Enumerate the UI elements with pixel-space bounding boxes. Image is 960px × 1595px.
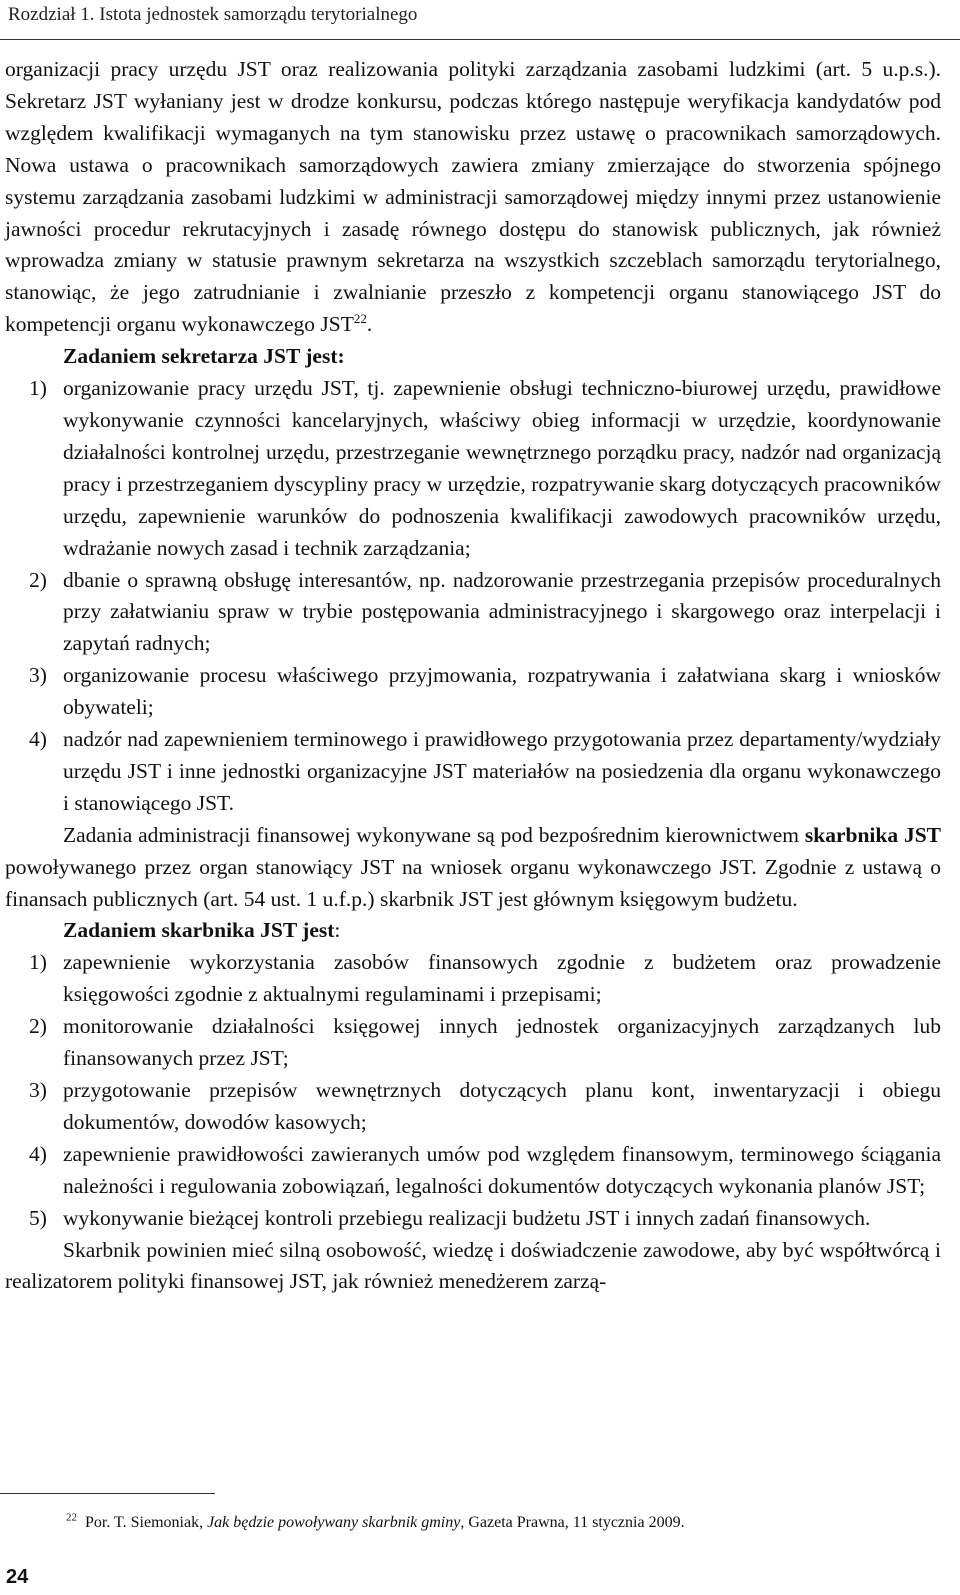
footnote-title: Jak będzie powoływany skarbnik gminy [207,1514,461,1531]
list-item-text: nadzór nad zapewnieniem terminowego i prawidłowego przygotowania przez departamenty/wydziały urzędu JST i inne jednostki organizacyjne JST materiałów na posiedzenia dla organu wykonawczego i stanowiącego JST. [63,727,941,815]
list-item-text: zapewnienie wykorzystania zasobów finansowych zgodnie z budżetem oraz prowadzenie księgowości zgodnie z aktualnymi regulaminami i przepisami; [63,950,941,1007]
footnote [66,1511,685,1532]
list-item-text: przygotowanie przepisów wewnętrznych dotyczących planu kont, inwentaryzacji i obiegu dokumentów, dowodów kasowych; [63,1078,941,1134]
list-item [5,1075,941,1139]
list-item [5,724,941,820]
list-number: 3) [29,663,47,688]
list-item-text: organizowanie pracy urzędu JST, tj. zapewnienie obsługi techniczno-biurowej urzędu, prawidłowe wykonywanie czynności kancelaryjnych, właściwy obieg informacji w urzędzie, koordynowanie działalności kontrolnej urzędu, przestrzeganie wewnętrznego porządku pracy, nadzór nad organizacją pracy i przestrzeganiem dyscypliny pracy w urzędzie, rozpatrywanie skarg dotyczących pracowników urzędu, zapewnienie warunków do podnoszenia kwalifikacji zawodowych pracowników urzędu, wdrażanie nowych zasad i technik zarządzania; [63,376,941,560]
footnote-text: , Gazeta Prawna, 11 stycznia 2009. [460,1514,685,1531]
list-number: 1) [29,376,47,401]
list-item [5,1139,941,1203]
list-item-text: monitorowanie działalności księgowej innych jednostek organizacyjnych zarządzanych lub finansowanych przez JST; [63,1014,941,1071]
list-item-text: organizowanie procesu właściwego przyjmowania, rozpatrywania i załatwiana skarg i wniosków obywateli; [63,663,941,720]
list-number: 3) [29,1078,47,1102]
paragraph-end: . [366,312,373,337]
running-header: Rozdział 1. Istota jednostek samorządu terytorialnego [8,4,418,25]
list-number: 5) [29,1205,47,1230]
paragraph-continuation [5,54,941,341]
paragraph-text: powoływanego przez organ stanowiący JST na wniosek organu wykonawczego JST. Zgodnie z ustawą o finansach publicznych (art. 54 ust. 1 u.f.p.) skarbnik JST jest głównym księgowym budżetu. [5,854,941,911]
heading-text: Zadaniem skarbnika JST jest [63,918,335,943]
list-item [5,373,941,564]
footnote-rule [0,1493,215,1494]
list-item [5,947,941,1011]
list-number: 2) [29,1014,47,1039]
list-item [5,565,941,661]
list-number: 2) [29,567,47,592]
body-text [5,54,941,1298]
list-item [5,1203,941,1235]
list-item [5,660,941,724]
treasurer-tasks-list [5,947,941,1234]
footnote-number: 22 [66,1511,77,1524]
list-item-text: wykonywanie bieżącej kontroli przebiegu realizacji budżetu JST i innych zadań finansowych. [63,1205,871,1230]
list-number: 4) [29,1141,47,1166]
secretary-tasks-list [5,373,941,820]
footnote-reference: 22 [353,311,367,327]
list-item-text: zapewnienie prawidłowości zawieranych umów pod względem finansowym, terminowego ściągania należności i regulowania zobowiązań, legalności dokumentów dotyczących wykonania planów JST; [63,1141,941,1198]
secretary-tasks-heading: Zadaniem sekretarza JST jest: [63,344,345,369]
emphasis-term: skarbnika JST [804,822,941,847]
list-number: 1) [29,950,47,975]
closing-paragraph: Skarbnik powinien mieć silną osobowość, wiedzę i doświadczenie zawodowe, aby być współtwórcą i realizatorem polityki finansowej JST, jak również menedżerem zarzą- [5,1237,941,1294]
treasurer-tasks-heading [5,915,941,947]
paragraph-text: Zadania administracji finansowej wykonywane są pod bezpośrednim kierownictwem [63,822,805,847]
page-number: 24 [6,1566,29,1588]
finance-paragraph [5,820,941,916]
list-item-text: dbanie o sprawną obsługę interesantów, np. nadzorowanie przestrzegania przepisów proceduralnych przy załatwianiu spraw w trybie postępowania administracyjnego i skargowego oraz interpelacji i zapytań radnych; [63,567,941,656]
paragraph-text: organizacji pracy urzędu JST oraz realizowania polityki zarządzania zasobami ludzkimi (art. 5 u.p.s.). Sekretarz JST wyłaniany jest w drodze konkursu, podczas którego następuje weryfikacja kandydatów pod względem kwalifikacji wymaganych na tym stanowisku przez ustawę o pracownikach samorządowych. Nowa ustawa o pracownikach samorządowych zawiera zmiany zmierzające do stworzenia spójnego systemu zarządzania zasobami ludzkimi w administracji samorządowej między innymi przez ustanowienie jawności procedur rekrutacyjnych i zasadę równego dostępu do stanowisk publicznych, jak również wprowadza zmiany w statusie prawnym sekretarza na wszystkich szczeblach samorządu terytorialnego, stanowiąc, że jego zatrudnianie i zwalnianie przeszło z kompetencji organu stanowiącego JST do kompetencji organu wykonawczego JST [5,57,941,337]
header-rule [0,39,960,40]
footnote-text: Por. T. Siemoniak, [85,1514,208,1531]
list-number: 4) [29,727,47,752]
list-item [5,1011,941,1075]
heading-colon: : [334,918,341,943]
